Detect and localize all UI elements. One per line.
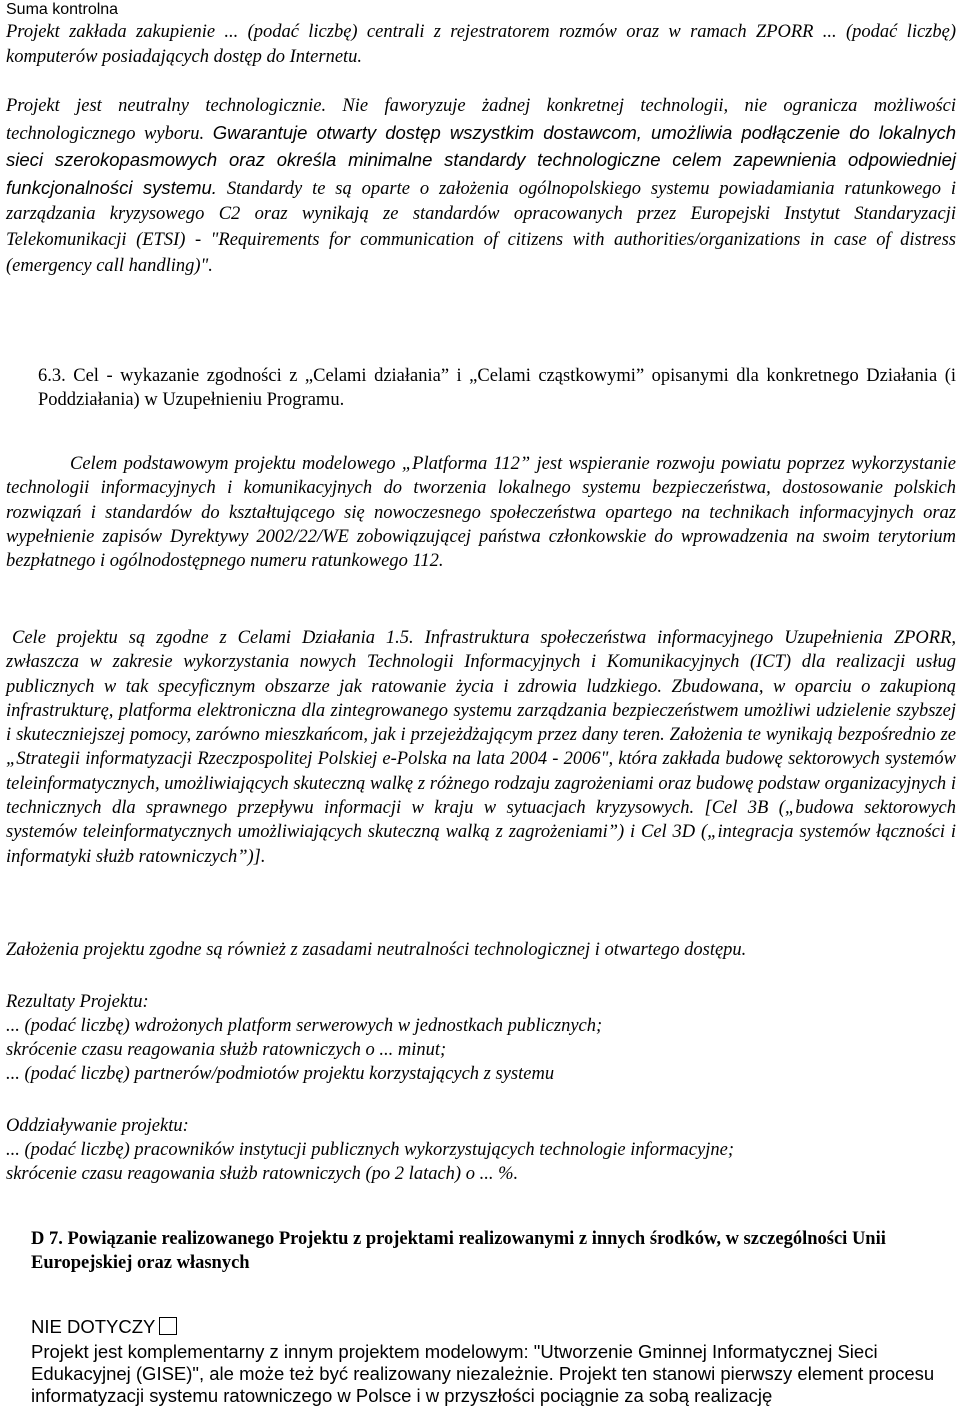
section-6-3-heading: 6.3. Cel - wykazanie zgodności z „Celami działania” i „Celami cząstkowymi” opisanymi dla konkretnego Działania (i Poddziałania) w Uzupełnieniu Programu. [38,366,956,410]
neutrality-text-b: Gwarantuje otwarty dostęp wszystkim dostawcom, umożliwia podłączenie do lokalnych sieci szerokopasmowych oraz określa minimalne standardy technologiczne celem zapewnienia odpowiedniej funkcjonalności systemu. [6,121,957,198]
impact-item: ... (podać liczbę) pracowników instytucji publicznych wykorzystujących technologie informacyjne; [6,1140,734,1160]
d7-complementarity-paragraph: Projekt jest komplementarny z innym projektem modelowym: "Utworzenie Gminnej Informatycznej Sieci Edukacyjnej (GISE)", ale może też być realizowany niezależnie. Projekt ten stanowi pierwszy element procesu informatyzacji systemu ratowniczego w Polsce i w przyszłości pociągnie za sobą realizację [31,1341,935,1406]
section-d7-heading: D 7. Powiązanie realizowanego Projektu z projektami realizowanymi z innych środków, w szczególności Unii Europejskiej oraz własnych [31,1229,886,1273]
not-applicable-row [31,1316,951,1338]
not-applicable-checkbox[interactable] [159,1317,177,1335]
results-list [6,990,956,1086]
goals-compliance-paragraph: Cele projektu są zgodne z Celami Działania 1.5. Infrastruktura społeczeństwa informacyjnego Uzupełnienia ZPORR, zwłaszcza w zakresie wykorzystania nowych Technologii Informacyjnych i Komunikacyjnych (ICT) dla realizacji usług publicznych w tak specyficznym obszarze jak ratowanie życia i zdrowia ludzkiego. Zbudowana, w oparciu o zakupioną infrastrukturę, platforma elektroniczna dla zintegrowanego systemu zarządzania bezpieczeństwem umożliwi udzielenie szybszej i skuteczniejszej pomocy, zarówno mieszkańcom, jak i przejeżdżającym przez dany teren. Założenia te wynikają bezpośrednio ze „Strategii informatyzacji Rzeczpospolitej Polskiej e-Polska na lata 2004 - 2006", która zakłada budowę sektorowych systemów teleinformatycznych, umożliwiających skuteczną walkę z różnego rodzaju zagrożeniami oraz budowę podstaw organizacyjnych i technicznych dla sprawnego przepływu informacji w kraju w sytuacjach kryzysowych. [Cel 3B („budowa sektorowych systemów teleinformatycznych umożliwiających skuteczną walką z zagrożeniami”) i Cel 3D („integracja systemów łączności i informatyki służb ratowniczych”)]. [6,628,956,867]
results-item: ... (podać liczbę) wdrożonych platform serwerowych w jednostkach publicznych; [6,1016,603,1036]
results-title: Rezultaty Projektu: [6,992,149,1012]
results-item: ... (podać liczbę) partnerów/podmiotów projektu korzystających z systemu [6,1064,555,1084]
checksum-label: Suma kontrolna [6,1,119,18]
primary-goal-paragraph: Celem podstawowym projektu modelowego „Platforma 112” jest wspieranie rozwoju powiatu poprzez wykorzystanie technologii informacyjnych i komunikacyjnych do tworzenia lokalnego systemu bezpieczeństwa, dostosowanie polskich rozwiązań i standardów do kształtującego się nowoczesnego społeczeństwa opartego na technikach informacyjnych oraz wypełnienie zapisów Dyrektywy 2002/22/WE zobowiązującej państwa członkowskie do wprowadzenia na swoim terytorium bezpłatnego i ogólnodostępnego numeru ratunkowego 112. [6,454,956,572]
impact-list [6,1114,956,1186]
results-item: skrócenie czasu reagowania służb ratowniczych o ... minut; [6,1040,447,1060]
intro-purchase-paragraph: Projekt zakłada zakupienie ... (podać liczbę) centrali z rejestratorem rozmów oraz w ramach ZPORR ... (podać liczbę) komputerów posiadających dostęp do Internetu. [6,22,956,68]
impact-item: skrócenie czasu reagowania służb ratowniczych (po 2 latach) o ... %. [6,1164,519,1184]
impact-title: Oddziaływanie projektu: [6,1116,189,1136]
neutrality-text-c: Standardy te są oparte o założenia ogólnopolskiego systemu powiadamiania ratunkowego i zarządzania kryzysowego C2 oraz wynikają ze standardów opracowanych przez Europejski Instytut Standaryzacji Telekomunikacji (ETSI) - "Requirements for communication of citizens with authorities/organizations in case of distress (emergency call handling)". [6,178,957,276]
neutrality-paragraph [6,94,956,279]
assumptions-line: Założenia projektu zgodne są również z zasadami neutralności technologicznej i otwartego dostępu. [6,940,747,960]
not-applicable-label: NIE DOTYCZY [31,1316,156,1337]
neutrality-text-a: Projekt jest neutralny technologicznie. Nie faworyzuje żadnej konkretnej technologii, nie ogranicza możliwości technologicznego wyboru. [6,96,956,144]
